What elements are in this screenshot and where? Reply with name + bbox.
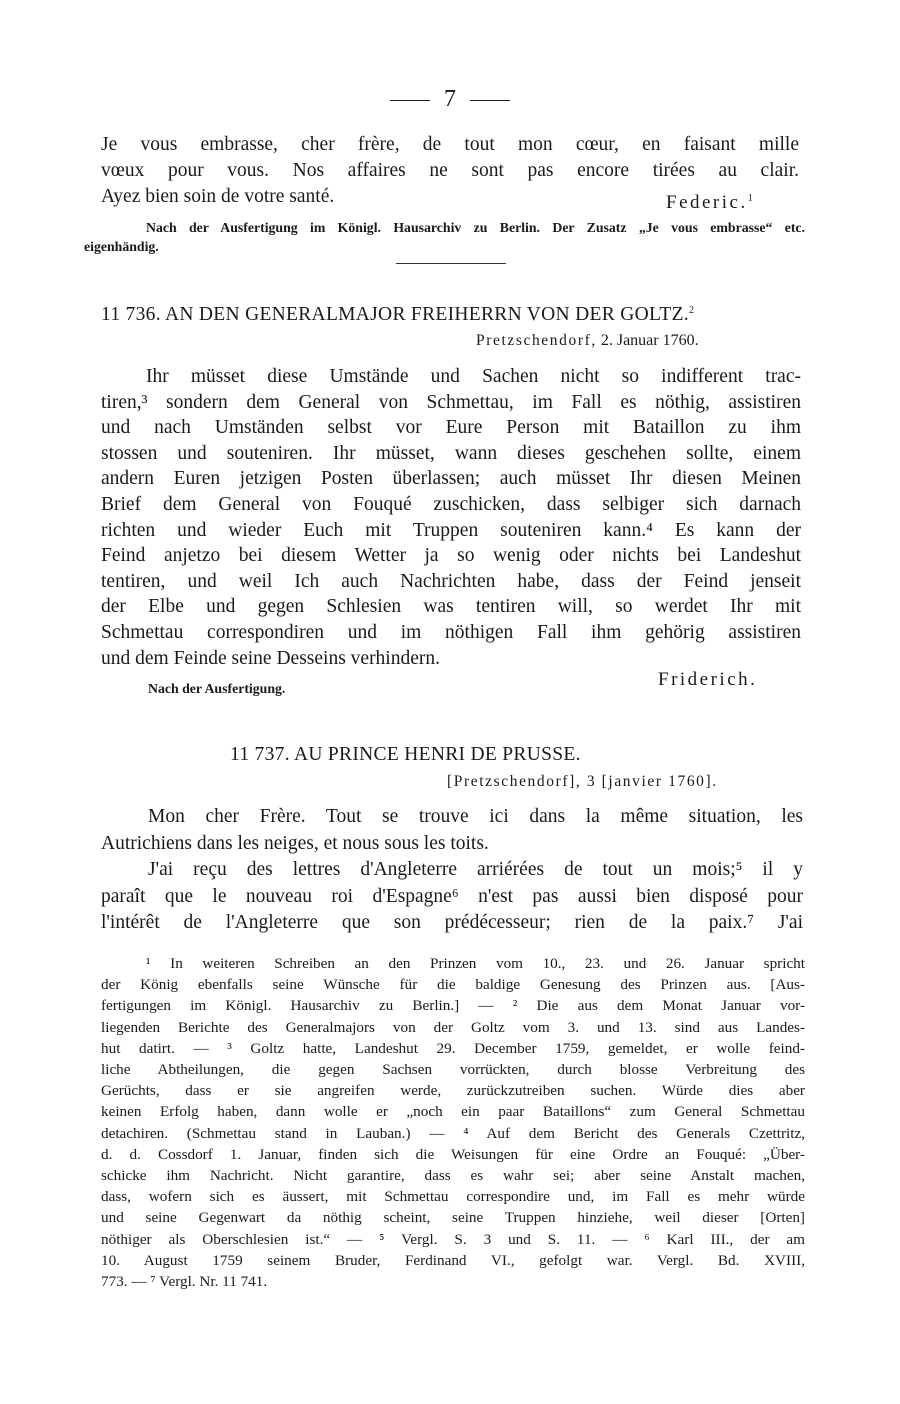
page-number — [0, 86, 900, 113]
body-line: J'ai reçu des lettres d'Angleterre arriérées de tout un mois;⁵ il y — [148, 859, 803, 880]
body-line: stossen und souteniren. Ihr müsset, wann dieses geschehen sollte, einem — [101, 442, 801, 464]
letter-11737-body — [101, 804, 803, 937]
letter-end-line: Je vous embrasse, cher frère, de tout mon cœur, en faisant mille — [101, 134, 799, 155]
letter-end-source-note-cont: eigenhändig. — [84, 239, 159, 254]
body-line: und nach Umständen selbst vor Eure Person mit Bataillon zu ihm — [101, 417, 801, 439]
page-number-text: 7 — [444, 86, 456, 112]
letter-end-source-note: Nach der Ausfertigung im Königl. Hausarchiv zu Berlin. Der Zusatz „Je vous embrasse“ etc. — [146, 220, 805, 235]
footnote-line: dass, wofern sich es äussert, mit Schmettau correspondire und, im Fall es mehr würde — [101, 1188, 805, 1206]
place-text: Pretzschendorf, — [476, 332, 597, 349]
footnote-line: fertigungen im Königl. Hausarchiv zu Berlin.] — ² Die aus dem Monat Januar vor- — [101, 997, 805, 1015]
letter-end-line: Ayez bien soin de votre santé. — [101, 186, 335, 207]
letter-11736-heading — [101, 304, 801, 326]
footnote-line: Gerüchts, dass er sie angreifen werde, zurückzutreiben suchen. Würde dies aber — [101, 1082, 805, 1100]
footnote-line: liegenden Berichte des Generalmajors von der Goltz vom 3. und 13. sind aus Landes- — [101, 1018, 805, 1036]
footnote-line: hut datirt. — ³ Goltz hatte, Landeshut 29. December 1759, gemeldet, er wolle feind- — [101, 1039, 805, 1057]
body-line: l'intérêt de l'Angleterre que son prédécesseur; rien de la paix.⁷ J'ai — [101, 912, 803, 933]
signature-text: Federic. — [666, 192, 748, 213]
body-line: paraît que le nouveau roi d'Espagne⁶ n'est pas aussi bien disposé pour — [101, 885, 803, 907]
letter-11736-dateline — [476, 332, 776, 350]
footnote-line: 773. — ⁷ Vergl. Nr. 11 741. — [101, 1273, 268, 1291]
date-text: 2. Januar 1760. — [600, 332, 699, 349]
section-divider — [396, 263, 506, 264]
letter-end-signature — [666, 192, 755, 214]
footnote-line: d. d. Cossdorf 1. Januar, finden sich die Weisungen für eine Ordre an Fouqué: „Über- — [101, 1145, 805, 1163]
footnotes — [101, 953, 805, 1292]
footnote-line: der König ebenfalls seine Wünsche für die baldige Genesung des Prinzen aus. [Aus- — [101, 976, 805, 994]
body-line: richten und wieder Euch mit Truppen souteniren kann.⁴ Es kann der — [101, 519, 801, 541]
footnote-line: schicke ihm Nachricht. Nicht garantire, dass es wahr sei; aber seine Anstalt machen, — [101, 1167, 805, 1185]
body-line: und dem Feinde seine Desseins verhindern. — [101, 647, 441, 669]
body-line: Mon cher Frère. Tout se trouve ici dans la même situation, les — [148, 806, 803, 827]
page-number-dash-right — [470, 100, 510, 101]
footnote-line: detachiren. (Schmettau stand in Lauban.) — ⁴ Auf dem Bericht des Generals Czettritz, — [101, 1124, 805, 1142]
footnote-line: 10. August 1759 seinem Bruder, Ferdinand VI., gefolgt war. Vergl. Bd. XVIII, — [101, 1251, 805, 1269]
letter-11736-signature: Friderich. — [658, 669, 758, 690]
body-line: Autrichiens dans les neiges, et nous sous les toits. — [101, 832, 489, 854]
letter-11736-body — [101, 364, 801, 671]
footnote-line: nöthiger als Oberschlesien ist.“ — ⁵ Vergl. S. 3 und S. 11. — ⁶ Karl III., der am — [101, 1230, 805, 1248]
letter-11737-dateline: [Pretzschendorf], 3 [janvier 1760]. — [447, 773, 718, 790]
footnote-ref: 2 — [688, 305, 695, 316]
body-line: tentiren, und weil Ich auch Nachrichten habe, dass der Feind jenseit — [101, 570, 801, 592]
letter-11736-source-note: Nach der Ausfertigung. — [148, 681, 286, 696]
body-line: Feind anjetzo bei diesem Wetter ja so wenig oder nichts bei Landeshut — [101, 545, 801, 567]
footnote-line: und seine Gegenwart da nöthig scheint, seine Truppen hinziehe, weil dieser [Orten] — [101, 1209, 805, 1227]
body-line: andern Euren jetzigen Posten überlassen; auch müsset Ihr diesen Meinen — [101, 468, 801, 490]
body-line: der Elbe und gegen Schlesien was tentiren will, so werdet Ihr mit — [101, 596, 801, 618]
footnote-line: ¹ In weiteren Schreiben an den Prinzen vom 10., 23. und 26. Januar spricht — [146, 955, 805, 972]
footnote-line: keinen Erfolg haben, dann wolle er „noch ein paar Bataillons“ zum General Schmettau — [101, 1103, 805, 1121]
body-line: Ihr müsset diese Umstände und Sachen nicht so indifferent trac- — [146, 366, 801, 387]
footnote-line: liche Abtheilungen, die gegen Sachsen vorrückten, durch blosse Verbreitung des — [101, 1061, 805, 1079]
page-number-dash-left — [390, 100, 430, 101]
letter-end-line: vœux pour vous. Nos affaires ne sont pas encore tirées au clair. — [101, 160, 799, 181]
body-line: Brief dem General von Fouqué zuschicken, dass selbiger sich darnach — [101, 493, 801, 515]
footnote-ref: 1 — [747, 193, 756, 204]
heading-text: 11 736. AN DEN GENERALMAJOR FREIHERRN VON DER GOLTZ. — [101, 304, 689, 325]
body-line: tiren,³ sondern dem General von Schmettau, im Fall es nöthig, assistiren — [101, 391, 801, 413]
letter-11737-heading: 11 737. AU PRINCE HENRI DE PRUSSE. — [230, 744, 581, 765]
body-line: Schmettau correspondiren und im nöthigen Fall ihm gehörig assistiren — [101, 621, 801, 643]
